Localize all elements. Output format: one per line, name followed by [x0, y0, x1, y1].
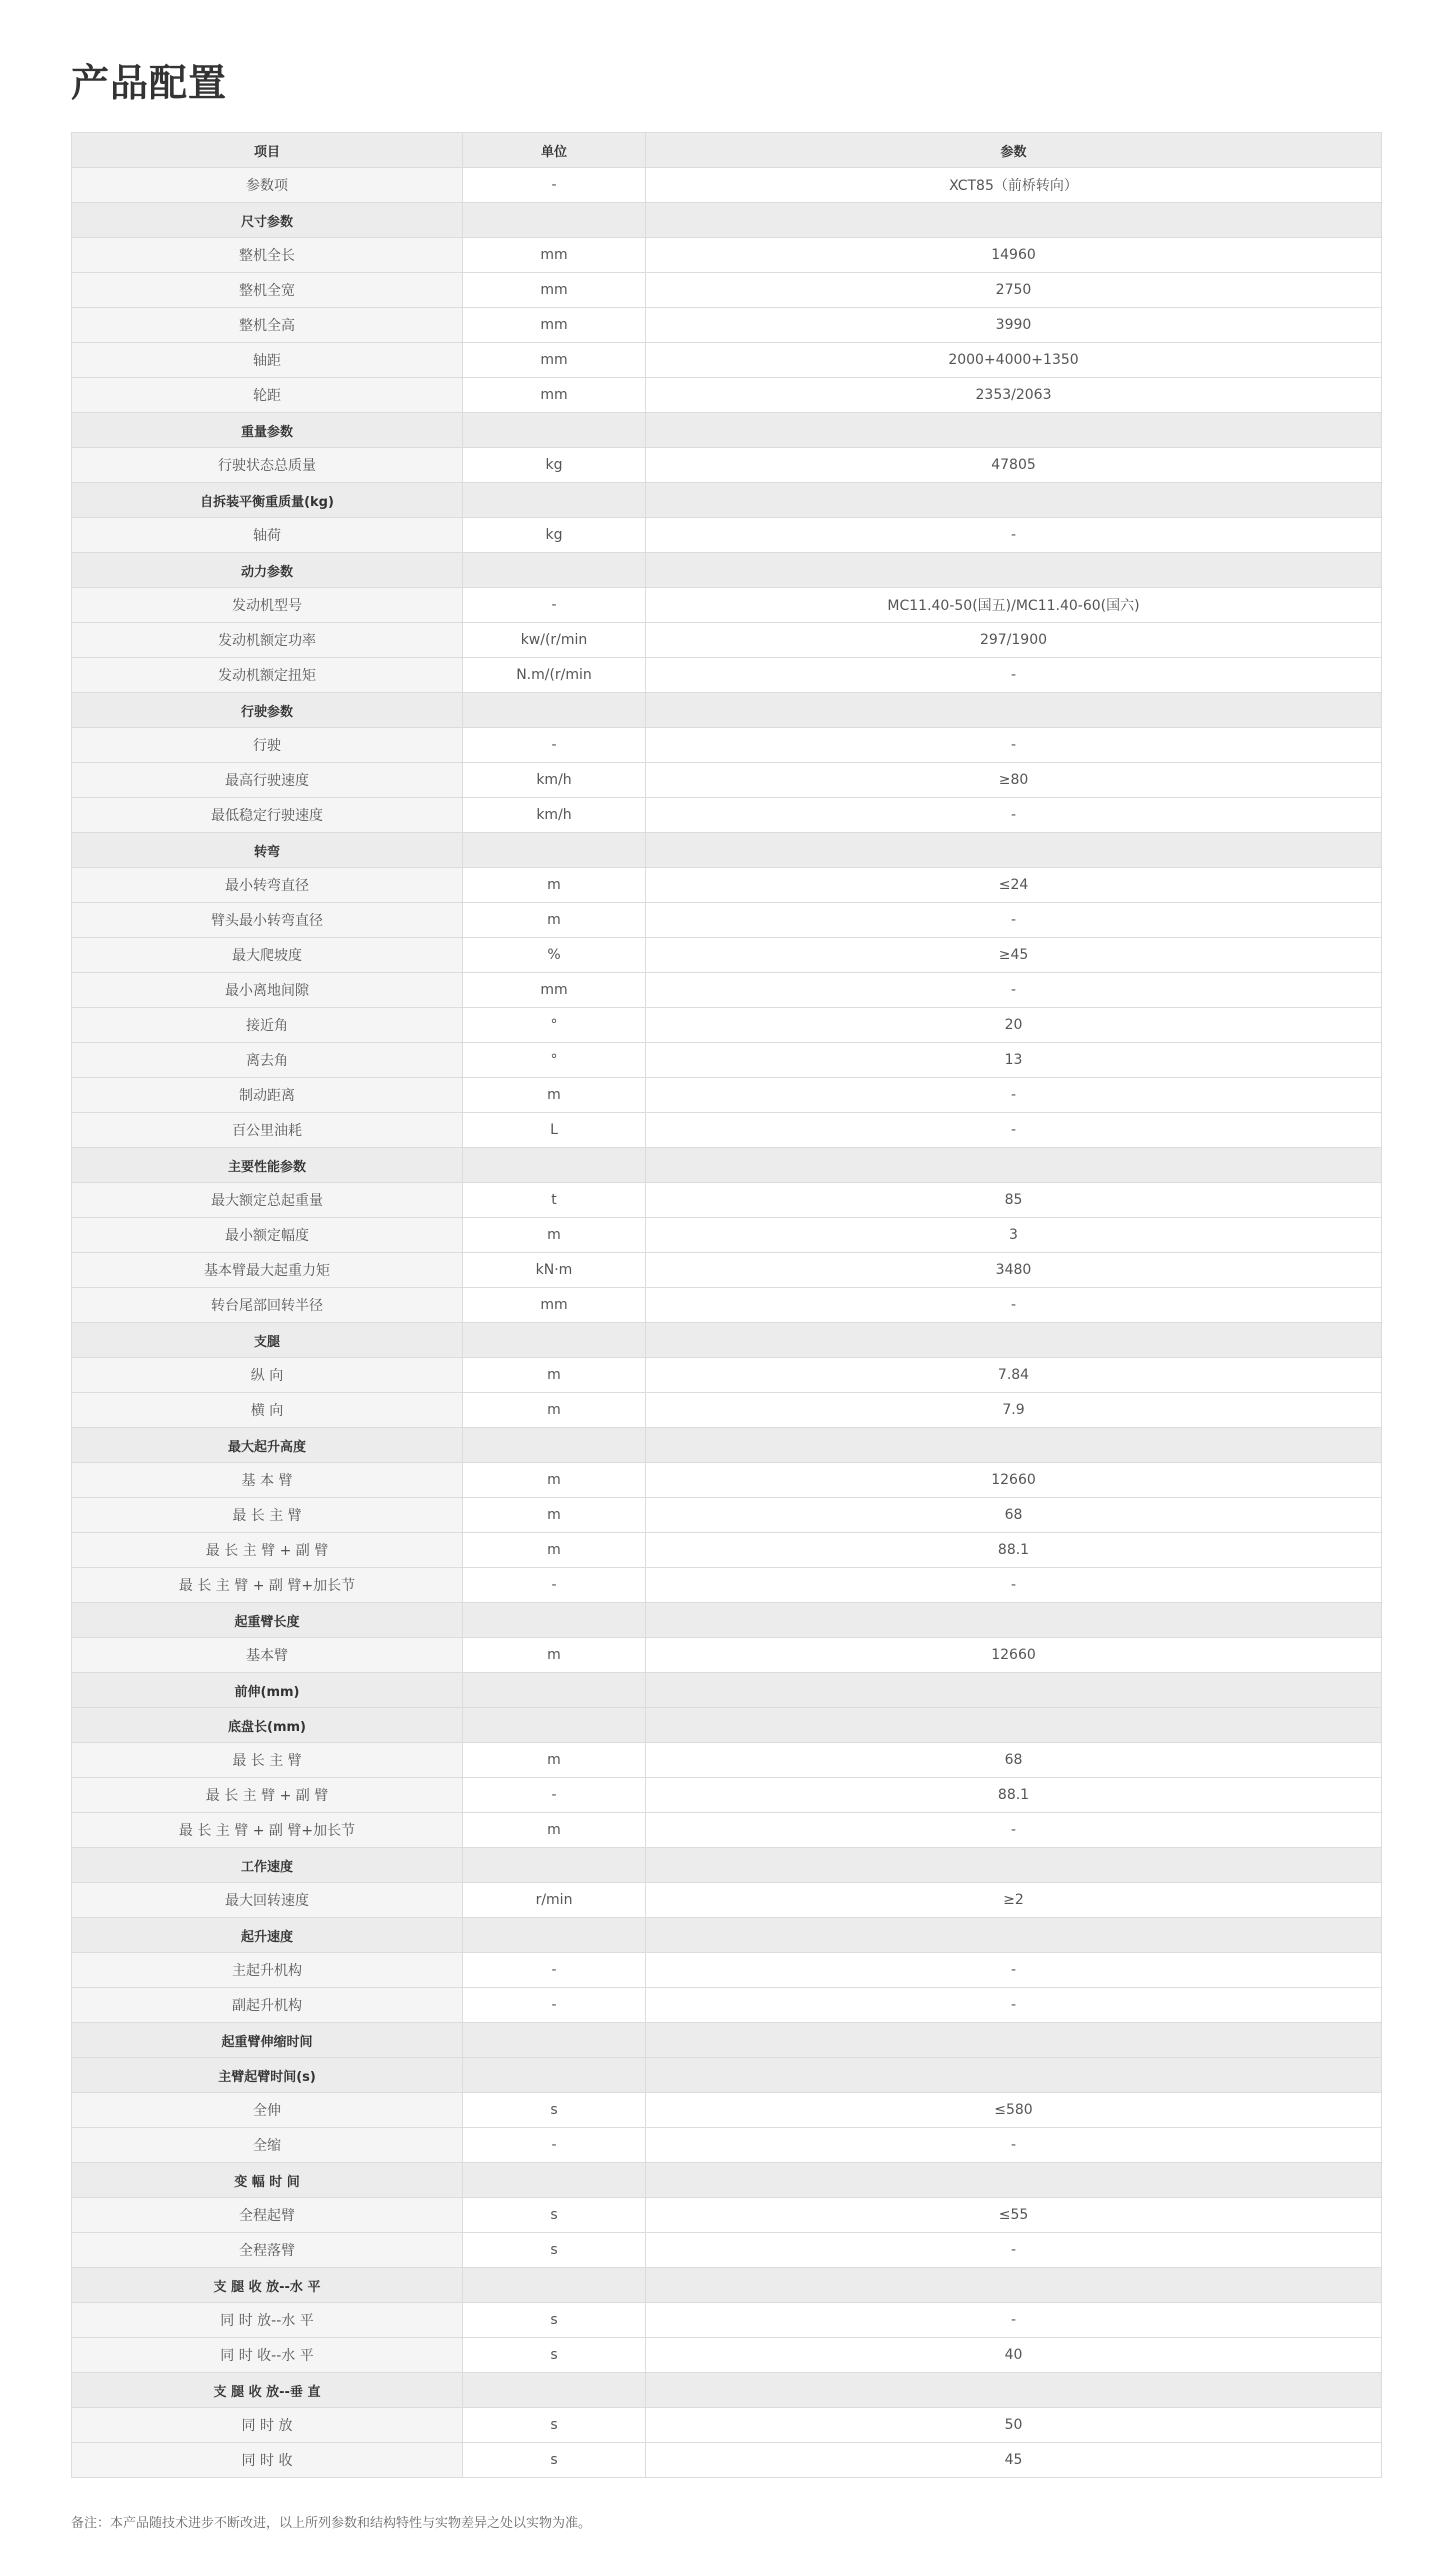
table-row: [72, 378, 1382, 413]
spec-unit: m: [463, 1358, 646, 1393]
header-item: 项目: [72, 133, 463, 168]
section-title: 变 幅 时 间: [72, 2163, 463, 2198]
spec-unit: s: [463, 2233, 646, 2268]
spec-name: 同 时 收--水 平: [72, 2338, 463, 2373]
table-row: [72, 1253, 1382, 1288]
spec-value: 7.84: [646, 1358, 1382, 1393]
spec-name: 制动距离: [72, 1078, 463, 1113]
spec-value: 12660: [646, 1638, 1382, 1673]
spec-unit: m: [463, 1393, 646, 1428]
section-title: 主臂起臂时间(s): [72, 2058, 463, 2093]
spec-value: -: [646, 1988, 1382, 2023]
spec-unit: L: [463, 1113, 646, 1148]
spec-unit: [463, 1918, 646, 1953]
spec-unit: mm: [463, 973, 646, 1008]
section-row: [72, 483, 1382, 518]
section-title: 支 腿 收 放--垂 直: [72, 2373, 463, 2408]
spec-unit: kg: [463, 448, 646, 483]
spec-unit: s: [463, 2303, 646, 2338]
table-row: [72, 1008, 1382, 1043]
spec-unit: mm: [463, 273, 646, 308]
table-row: [72, 973, 1382, 1008]
table-row: [72, 588, 1382, 623]
spec-name: 整机全宽: [72, 273, 463, 308]
spec-value: -: [646, 2233, 1382, 2268]
spec-value: -: [646, 973, 1382, 1008]
section-row: [72, 2373, 1382, 2408]
section-row: [72, 1148, 1382, 1183]
spec-name: 最小离地间隙: [72, 973, 463, 1008]
spec-unit: [463, 1148, 646, 1183]
spec-unit: mm: [463, 378, 646, 413]
table-row: [72, 1883, 1382, 1918]
spec-value: 14960: [646, 238, 1382, 273]
spec-value: 297/1900: [646, 623, 1382, 658]
table-row: [72, 798, 1382, 833]
spec-unit: [463, 413, 646, 448]
spec-value: 13: [646, 1043, 1382, 1078]
table-row: [72, 1113, 1382, 1148]
spec-unit: -: [463, 2128, 646, 2163]
spec-unit: [463, 483, 646, 518]
spec-value: [646, 1603, 1382, 1638]
spec-unit: km/h: [463, 798, 646, 833]
section-title: 支 腿 收 放--水 平: [72, 2268, 463, 2303]
table-row: [72, 1568, 1382, 1603]
section-title: 行驶参数: [72, 693, 463, 728]
spec-value: 88.1: [646, 1778, 1382, 1813]
table-row: [72, 623, 1382, 658]
spec-value: [646, 553, 1382, 588]
spec-unit: [463, 2163, 646, 2198]
spec-value: [646, 1708, 1382, 1743]
spec-name: 最低稳定行驶速度: [72, 798, 463, 833]
spec-value: [646, 2268, 1382, 2303]
section-title: 起升速度: [72, 1918, 463, 1953]
spec-name: 发动机额定扭矩: [72, 658, 463, 693]
section-title: 前伸(mm): [72, 1673, 463, 1708]
table-row: [72, 1218, 1382, 1253]
spec-name: 基 本 臂: [72, 1463, 463, 1498]
spec-name: 轮距: [72, 378, 463, 413]
spec-unit: mm: [463, 308, 646, 343]
spec-value: 88.1: [646, 1533, 1382, 1568]
table-row: [72, 1778, 1382, 1813]
spec-unit: [463, 1848, 646, 1883]
table-row: [72, 1988, 1382, 2023]
section-row: [72, 203, 1382, 238]
table-row: [72, 2128, 1382, 2163]
section-row: [72, 1323, 1382, 1358]
spec-value: [646, 1848, 1382, 1883]
table-row: [72, 658, 1382, 693]
table-row: [72, 1638, 1382, 1673]
table-row: [72, 1183, 1382, 1218]
spec-name: 轴距: [72, 343, 463, 378]
table-row: [72, 763, 1382, 798]
page-title: 产品配置: [71, 61, 228, 105]
spec-value: 68: [646, 1498, 1382, 1533]
spec-name: 最高行驶速度: [72, 763, 463, 798]
header-parameter: 参数: [646, 133, 1382, 168]
spec-value: ≤580: [646, 2093, 1382, 2128]
section-title: 工作速度: [72, 1848, 463, 1883]
spec-unit: m: [463, 1813, 646, 1848]
spec-value: 20: [646, 1008, 1382, 1043]
spec-name: 全缩: [72, 2128, 463, 2163]
spec-value: ≥45: [646, 938, 1382, 973]
spec-name: 基本臂: [72, 1638, 463, 1673]
spec-name: 主起升机构: [72, 1953, 463, 1988]
section-row: [72, 413, 1382, 448]
spec-name: 离去角: [72, 1043, 463, 1078]
spec-name: 臂头最小转弯直径: [72, 903, 463, 938]
spec-name: 最 长 主 臂 + 副 臂+加长节: [72, 1568, 463, 1603]
spec-value: ≤55: [646, 2198, 1382, 2233]
spec-value: [646, 203, 1382, 238]
spec-value: [646, 1673, 1382, 1708]
section-row: [72, 1708, 1382, 1743]
spec-value: MC11.40-50(国五)/MC11.40-60(国六): [646, 588, 1382, 623]
table-row: [72, 1953, 1382, 1988]
spec-name: 副起升机构: [72, 1988, 463, 2023]
spec-value: 50: [646, 2408, 1382, 2443]
spec-unit: kw/(r/min: [463, 623, 646, 658]
spec-value: 3990: [646, 308, 1382, 343]
spec-unit: -: [463, 728, 646, 763]
section-title: 起重臂伸缩时间: [72, 2023, 463, 2058]
spec-name: 全程起臂: [72, 2198, 463, 2233]
section-row: [72, 2163, 1382, 2198]
table-row: [72, 1743, 1382, 1778]
spec-value: ≥80: [646, 763, 1382, 798]
spec-name: 最 长 主 臂 + 副 臂+加长节: [72, 1813, 463, 1848]
spec-value: [646, 833, 1382, 868]
spec-unit: [463, 2268, 646, 2303]
table-row: [72, 2408, 1382, 2443]
spec-table-body: [72, 168, 1382, 2478]
spec-name: 最 长 主 臂: [72, 1498, 463, 1533]
spec-name: 同 时 收: [72, 2443, 463, 2478]
spec-value: [646, 1148, 1382, 1183]
section-row: [72, 833, 1382, 868]
spec-unit: km/h: [463, 763, 646, 798]
spec-unit: °: [463, 1043, 646, 1078]
spec-value: -: [646, 1078, 1382, 1113]
spec-unit: m: [463, 903, 646, 938]
table-row: [72, 2443, 1382, 2478]
spec-value: [646, 1918, 1382, 1953]
spec-value: ≤24: [646, 868, 1382, 903]
spec-unit: [463, 693, 646, 728]
spec-unit: [463, 203, 646, 238]
spec-unit: kg: [463, 518, 646, 553]
table-row: [72, 1813, 1382, 1848]
spec-unit: [463, 2058, 646, 2093]
spec-unit: m: [463, 1463, 646, 1498]
table-row: [72, 2093, 1382, 2128]
spec-unit: mm: [463, 343, 646, 378]
spec-value: [646, 2058, 1382, 2093]
table-row: [72, 308, 1382, 343]
spec-name: 轴荷: [72, 518, 463, 553]
spec-unit: -: [463, 168, 646, 203]
spec-name: 最大额定总起重量: [72, 1183, 463, 1218]
spec-value: [646, 1323, 1382, 1358]
spec-unit: s: [463, 2093, 646, 2128]
spec-value: 12660: [646, 1463, 1382, 1498]
spec-value: [646, 413, 1382, 448]
spec-name: 最小额定幅度: [72, 1218, 463, 1253]
section-title: 自拆装平衡重质量(kg): [72, 483, 463, 518]
spec-unit: [463, 1428, 646, 1463]
section-title: 底盘长(mm): [72, 1708, 463, 1743]
spec-value: -: [646, 2303, 1382, 2338]
section-row: [72, 553, 1382, 588]
spec-unit: m: [463, 868, 646, 903]
spec-value: -: [646, 2128, 1382, 2163]
spec-name: 转台尾部回转半径: [72, 1288, 463, 1323]
spec-unit: [463, 1673, 646, 1708]
spec-value: 45: [646, 2443, 1382, 2478]
table-row: [72, 168, 1382, 203]
spec-unit: mm: [463, 1288, 646, 1323]
table-row: [72, 2338, 1382, 2373]
spec-unit: -: [463, 1988, 646, 2023]
spec-unit: °: [463, 1008, 646, 1043]
spec-value: -: [646, 1568, 1382, 1603]
spec-value: 7.9: [646, 1393, 1382, 1428]
spec-unit: -: [463, 1568, 646, 1603]
section-title: 动力参数: [72, 553, 463, 588]
spec-unit: r/min: [463, 1883, 646, 1918]
spec-unit: m: [463, 1498, 646, 1533]
table-row: [72, 273, 1382, 308]
spec-value: [646, 693, 1382, 728]
section-title: 重量参数: [72, 413, 463, 448]
table-row: [72, 1463, 1382, 1498]
section-title: 起重臂长度: [72, 1603, 463, 1638]
table-row: [72, 448, 1382, 483]
spec-value: -: [646, 518, 1382, 553]
spec-name: 百公里油耗: [72, 1113, 463, 1148]
spec-unit: s: [463, 2198, 646, 2233]
table-row: [72, 518, 1382, 553]
spec-name: 行驶: [72, 728, 463, 763]
spec-value: [646, 2373, 1382, 2408]
spec-value: -: [646, 903, 1382, 938]
table-row: [72, 1393, 1382, 1428]
section-title: 支腿: [72, 1323, 463, 1358]
section-title: 尺寸参数: [72, 203, 463, 238]
spec-unit: s: [463, 2408, 646, 2443]
spec-name: 接近角: [72, 1008, 463, 1043]
spec-value: -: [646, 1113, 1382, 1148]
table-row: [72, 343, 1382, 378]
table-row: [72, 938, 1382, 973]
table-row: [72, 1358, 1382, 1393]
spec-value: -: [646, 1953, 1382, 1988]
spec-name: 整机全高: [72, 308, 463, 343]
section-title: 主要性能参数: [72, 1148, 463, 1183]
spec-name: 基本臂最大起重力矩: [72, 1253, 463, 1288]
spec-unit: mm: [463, 238, 646, 273]
spec-unit: m: [463, 1638, 646, 1673]
spec-name: 发动机额定功率: [72, 623, 463, 658]
spec-unit: N.m/(r/min: [463, 658, 646, 693]
spec-unit: [463, 1323, 646, 1358]
spec-name: 发动机型号: [72, 588, 463, 623]
spec-unit: [463, 553, 646, 588]
table-row: [72, 1043, 1382, 1078]
spec-name: 最 长 主 臂 + 副 臂: [72, 1533, 463, 1568]
spec-unit: t: [463, 1183, 646, 1218]
spec-unit: m: [463, 1218, 646, 1253]
table-row: [72, 1533, 1382, 1568]
spec-value: XCT85（前桥转向）: [646, 168, 1382, 203]
section-row: [72, 2058, 1382, 2093]
spec-unit: [463, 2023, 646, 2058]
footnote: 备注：本产品随技术进步不断改进，以上所列参数和结构特性与实物差异之处以实物为准。: [71, 2516, 592, 2531]
spec-name: 参数项: [72, 168, 463, 203]
spec-name: 同 时 放--水 平: [72, 2303, 463, 2338]
spec-value: 3480: [646, 1253, 1382, 1288]
spec-unit: -: [463, 588, 646, 623]
spec-value: [646, 1428, 1382, 1463]
spec-value: 2353/2063: [646, 378, 1382, 413]
spec-name: 最 长 主 臂 + 副 臂: [72, 1778, 463, 1813]
spec-value: -: [646, 728, 1382, 763]
spec-value: 85: [646, 1183, 1382, 1218]
spec-unit: m: [463, 1743, 646, 1778]
spec-name: 行驶状态总质量: [72, 448, 463, 483]
table-row: [72, 1288, 1382, 1323]
header-unit: 单位: [463, 133, 646, 168]
spec-value: 68: [646, 1743, 1382, 1778]
table-row: [72, 2303, 1382, 2338]
spec-unit: m: [463, 1078, 646, 1113]
section-row: [72, 1673, 1382, 1708]
spec-name: 横 向: [72, 1393, 463, 1428]
spec-value: [646, 2163, 1382, 2198]
section-title: 转弯: [72, 833, 463, 868]
table-row: [72, 728, 1382, 763]
spec-name: 全伸: [72, 2093, 463, 2128]
spec-name: 纵 向: [72, 1358, 463, 1393]
table-row: [72, 1078, 1382, 1113]
spec-name: 全程落臂: [72, 2233, 463, 2268]
spec-value: 2750: [646, 273, 1382, 308]
spec-unit: [463, 833, 646, 868]
spec-value: [646, 483, 1382, 518]
spec-value: 40: [646, 2338, 1382, 2373]
table-row: [72, 1498, 1382, 1533]
spec-unit: %: [463, 938, 646, 973]
spec-unit: m: [463, 1533, 646, 1568]
section-row: [72, 2268, 1382, 2303]
section-row: [72, 1428, 1382, 1463]
spec-unit: -: [463, 1953, 646, 1988]
spec-name: 最大爬坡度: [72, 938, 463, 973]
spec-name: 整机全长: [72, 238, 463, 273]
spec-name: 最大回转速度: [72, 1883, 463, 1918]
section-row: [72, 1848, 1382, 1883]
table-row: [72, 2198, 1382, 2233]
table-row: [72, 903, 1382, 938]
spec-unit: s: [463, 2443, 646, 2478]
spec-value: -: [646, 1288, 1382, 1323]
table-row: [72, 2233, 1382, 2268]
section-row: [72, 1603, 1382, 1638]
section-row: [72, 1918, 1382, 1953]
spec-unit: [463, 1708, 646, 1743]
spec-unit: [463, 2373, 646, 2408]
spec-name: 同 时 放: [72, 2408, 463, 2443]
spec-value: -: [646, 658, 1382, 693]
section-title: 最大起升高度: [72, 1428, 463, 1463]
spec-table: [71, 132, 1382, 2478]
spec-value: [646, 2023, 1382, 2058]
spec-unit: kN·m: [463, 1253, 646, 1288]
spec-value: -: [646, 1813, 1382, 1848]
section-row: [72, 693, 1382, 728]
spec-unit: -: [463, 1778, 646, 1813]
table-row: [72, 868, 1382, 903]
spec-name: 最小转弯直径: [72, 868, 463, 903]
spec-unit: s: [463, 2338, 646, 2373]
spec-value: 47805: [646, 448, 1382, 483]
table-row: [72, 238, 1382, 273]
table-header-row: [72, 133, 1382, 168]
spec-value: 2000+4000+1350: [646, 343, 1382, 378]
section-row: [72, 2023, 1382, 2058]
spec-unit: [463, 1603, 646, 1638]
spec-name: 最 长 主 臂: [72, 1743, 463, 1778]
spec-value: 3: [646, 1218, 1382, 1253]
spec-value: ≥2: [646, 1883, 1382, 1918]
spec-value: -: [646, 798, 1382, 833]
